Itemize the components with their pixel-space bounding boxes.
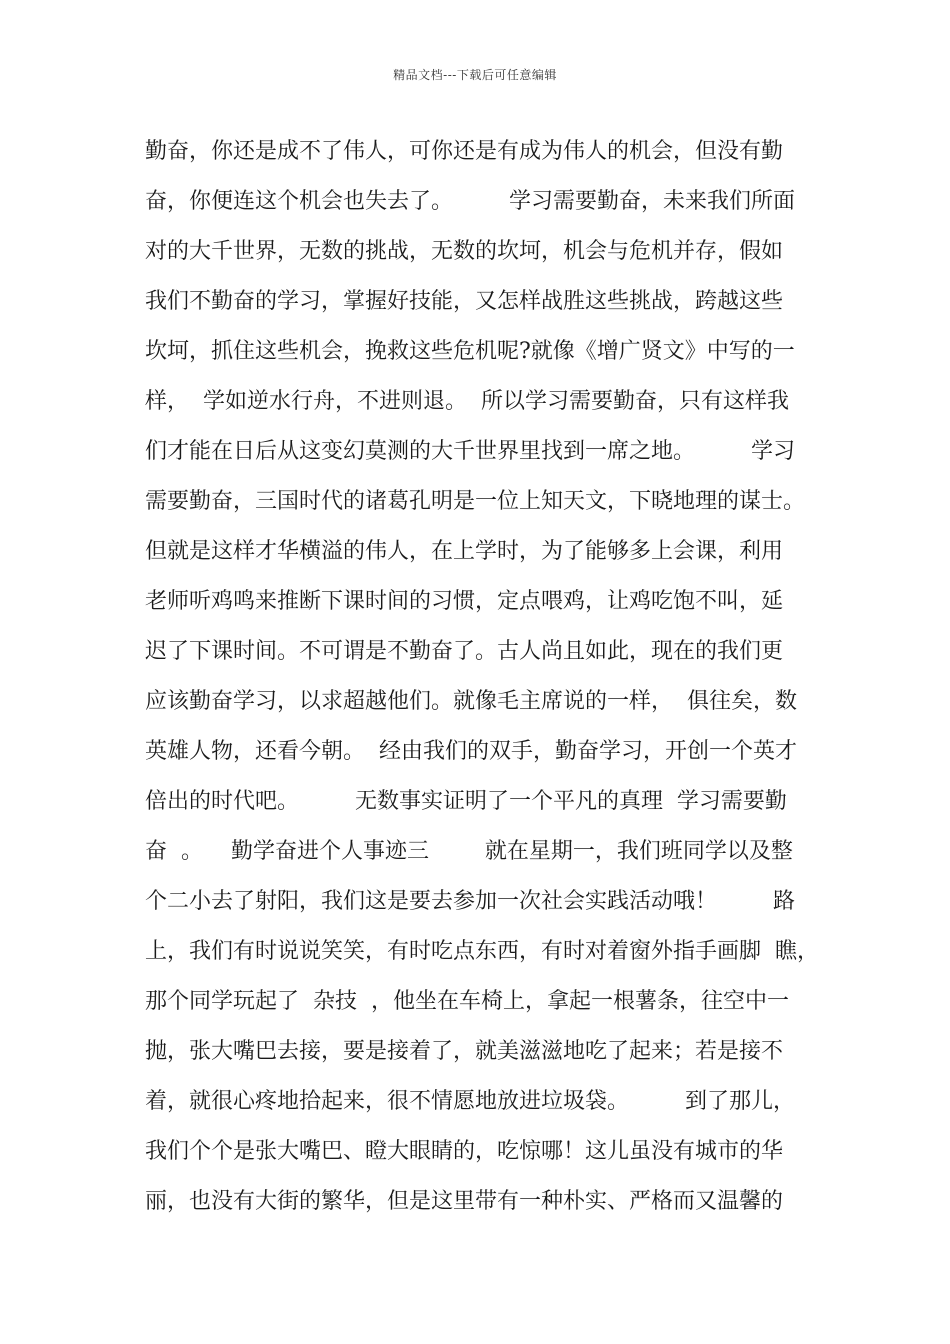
body-text (145, 130, 825, 1230)
text-line: 抛，张大嘴巴去接，要是接着了，就美滋滋地吃了起来；若是接不 (145, 1039, 784, 1064)
text-line: 我们不勤奋的学习，掌握好技能，又怎样战胜这些挑战，跨越这些 (145, 289, 784, 314)
text-line: 需要勤奋，三国时代的诸葛孔明是一位上知天文，下晓地理的谋士。 (145, 489, 806, 514)
text-line: 我们个个是张大嘴巴、瞪大眼睛的，吃惊哪！这儿虽没有城市的华 (145, 1139, 784, 1164)
text-line: 们才能在日后从这变幻莫测的大千世界里找到一席之地。 学习 (145, 439, 795, 464)
text-line: 那个同学玩起了 杂技 ，他坐在车椅上，拿起一根薯条，往空中一 (145, 989, 789, 1014)
text-line: 倍出的时代吧。 无数事实证明了一个平凡的真理 学习需要勤 (145, 789, 787, 814)
text-line: 对的大千世界，无数的挑战，无数的坎坷，机会与危机并存，假如 (145, 239, 784, 264)
text-line: 丽，也没有大街的繁华，但是这里带有一种朴实、严格而又温馨的 (145, 1189, 784, 1214)
text-line: 迟了下课时间。不可谓是不勤奋了。古人尚且如此，现在的我们更 (145, 639, 784, 664)
text-line: 上，我们有时说说笑笑，有时吃点东西，有时对着窗外指手画脚 瞧， (145, 939, 819, 964)
text-line: 个二小去了射阳，我们这是要去参加一次社会实践活动哦！ 路 (145, 889, 795, 914)
text-line: 奋，你便连这个机会也失去了。 学习需要勤奋，未来我们所面 (145, 189, 795, 214)
text-line: 应该勤奋学习，以求超越他们。就像毛主席说的一样， 俱往矣，数 (145, 689, 797, 714)
text-line: 但就是这样才华横溢的伟人，在上学时，为了能够多上会课，利用 (145, 539, 784, 564)
text-line: 样， 学如逆水行舟，不进则退。 所以学习需要勤奋，只有这样我 (145, 389, 789, 414)
text-line: 奋 。 勤学奋进个人事迹三 就在星期一，我们班同学以及整 (145, 839, 793, 864)
text-line: 坎坷，抓住这些机会，挽救这些危机呢?就像《增广贤文》中写的一 (145, 339, 795, 364)
text-line: 老师听鸡鸣来推断下课时间的习惯，定点喂鸡，让鸡吃饱不叫，延 (145, 589, 784, 614)
text-line: 着，就很心疼地拾起来，很不情愿地放进垃圾袋。 到了那儿， (145, 1089, 795, 1114)
text-line: 英雄人物，还看今朝。 经由我们的双手，勤奋学习，开创一个英才 (145, 739, 797, 764)
page-header: 精品文档---下载后可任意编辑 (393, 68, 557, 82)
text-line: 勤奋，你还是成不了伟人，可你还是有成为伟人的机会，但没有勤 (145, 139, 784, 164)
